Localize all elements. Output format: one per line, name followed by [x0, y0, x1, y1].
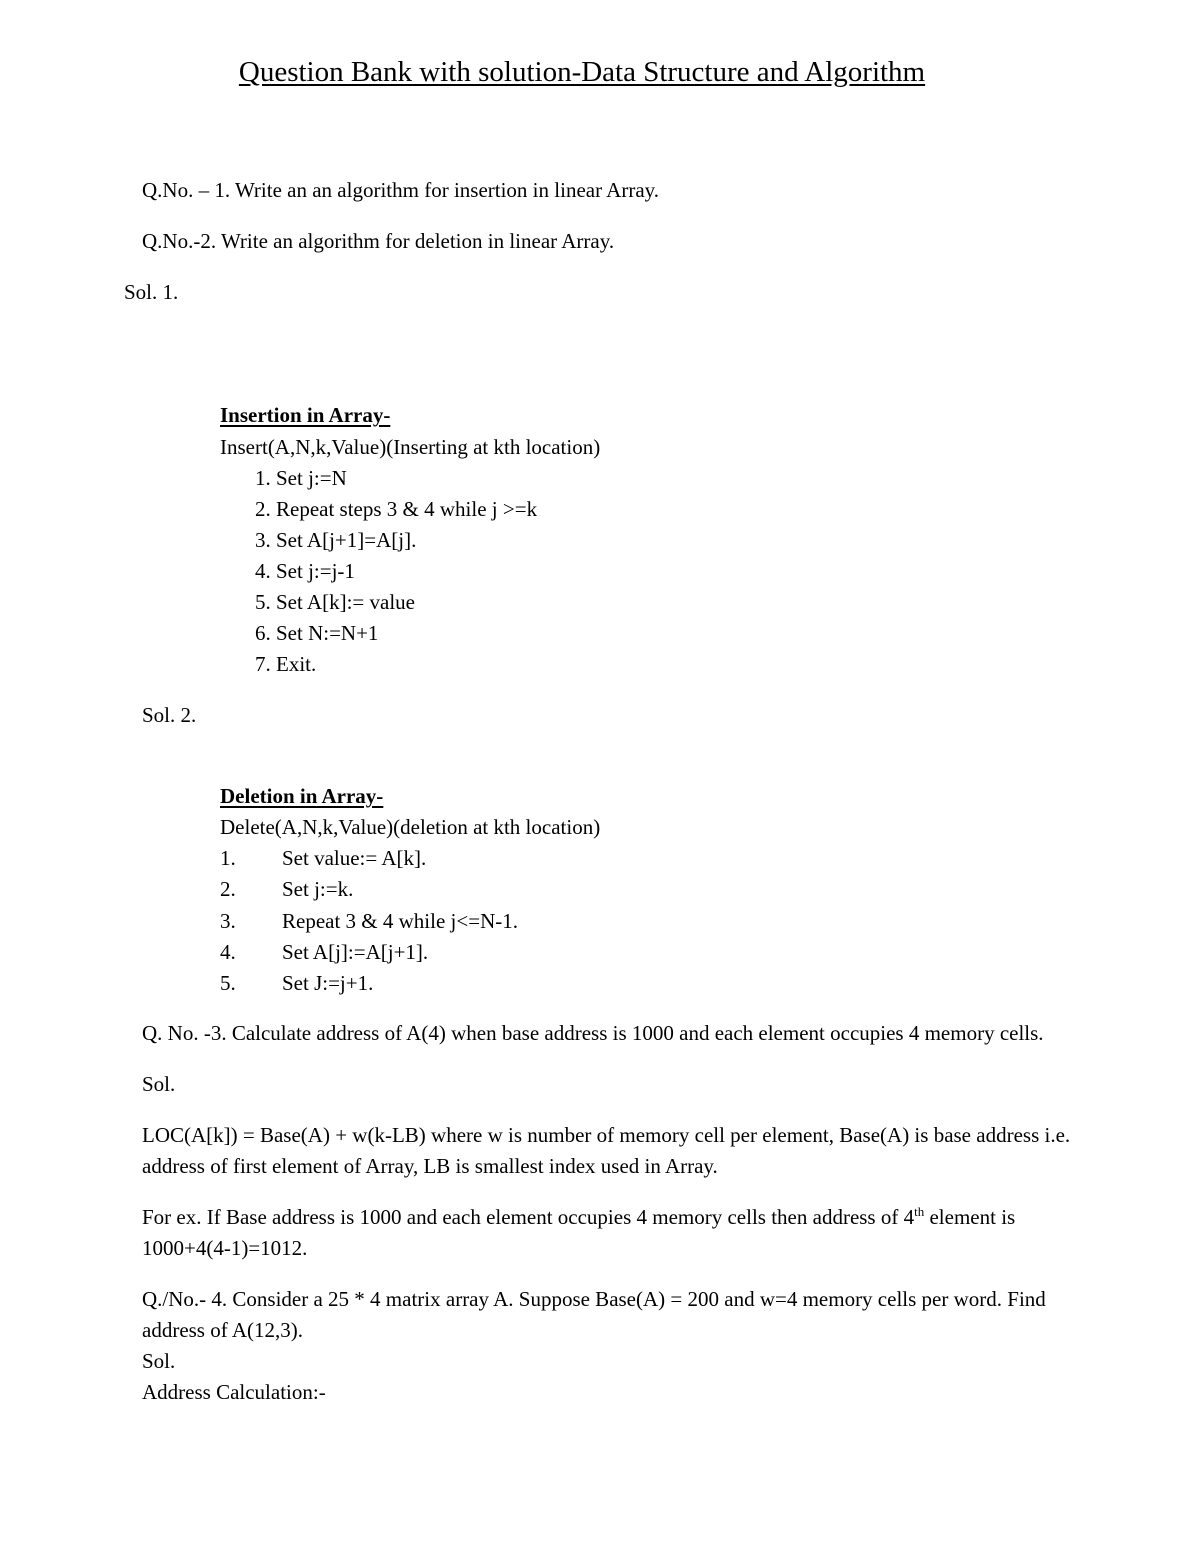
step-number: 6.	[255, 621, 271, 645]
deletion-signature: Delete(A,N,k,Value)(deletion at kth location)	[220, 815, 601, 839]
step-text: Exit.	[276, 652, 317, 676]
list-item	[255, 592, 415, 613]
ordinal-superscript: th	[914, 1204, 925, 1219]
list-item	[255, 468, 347, 489]
step-number: 4.	[220, 940, 236, 964]
step-text: Set J:=j+1.	[282, 971, 374, 995]
deletion-heading: Deletion in Array-	[220, 784, 384, 808]
step-text: Set value:= A[k].	[282, 846, 427, 870]
step-text: Set A[j+1]=A[j].	[276, 528, 417, 552]
page-title: Question Bank with solution-Data Structure and Algorithm	[238, 56, 926, 88]
list-item	[255, 623, 378, 644]
example-line-1	[142, 1204, 1016, 1229]
step-text: Set j:=k.	[282, 877, 354, 901]
step-text: Set N:=N+1	[276, 621, 379, 645]
step-number: 5.	[220, 971, 236, 995]
question-2: Q.No.-2. Write an algorithm for deletion in linear Array.	[142, 229, 615, 253]
question-1: Q.No. – 1. Write an an algorithm for insertion in linear Array.	[142, 178, 660, 202]
example-text: For ex. If Base address is 1000 and each element occupies 4 memory cells then address of 4	[142, 1205, 915, 1229]
step-text: Set j:=j-1	[276, 559, 355, 583]
step-text: Repeat steps 3 & 4 while j >=k	[276, 497, 538, 521]
list-item	[255, 530, 416, 551]
step-number: 5.	[255, 590, 271, 614]
question-4-line-2: address of A(12,3).	[142, 1318, 303, 1342]
step-text: Set A[k]:= value	[276, 590, 415, 614]
step-text: Set j:=N	[276, 466, 347, 490]
step-number: 3.	[255, 528, 271, 552]
step-number: 2.	[255, 497, 271, 521]
address-formula-line-2: address of first element of Array, LB is smallest index used in Array.	[142, 1154, 718, 1178]
solution-1-label: Sol. 1.	[124, 280, 179, 304]
list-item	[255, 561, 355, 582]
step-number: 7.	[255, 652, 271, 676]
solution-3-label: Sol.	[142, 1072, 176, 1096]
step-number: 3.	[220, 909, 236, 933]
solution-4-label: Sol.	[142, 1349, 176, 1373]
solution-2-label: Sol. 2.	[142, 703, 197, 727]
question-4-line-1: Q./No.- 4. Consider a 25 * 4 matrix array A. Suppose Base(A) = 200 and w=4 memory cells per word. Find	[142, 1287, 1046, 1311]
step-number: 1.	[255, 466, 271, 490]
list-item	[255, 654, 316, 675]
step-text: Repeat 3 & 4 while j<=N-1.	[282, 909, 518, 933]
example-text-end: element is	[924, 1205, 1016, 1229]
insertion-signature: Insert(A,N,k,Value)(Inserting at kth location)	[220, 435, 601, 459]
step-number: 1.	[220, 846, 236, 870]
question-3: Q. No. -3. Calculate address of A(4) when base address is 1000 and each element occupies 4 memory cells.	[142, 1021, 1044, 1045]
address-formula-line-1: LOC(A[k]) = Base(A) + w(k-LB) where w is number of memory cell per element, Base(A) is base address i.e.	[142, 1123, 1071, 1147]
step-number: 2.	[220, 877, 236, 901]
step-number: 4.	[255, 559, 271, 583]
address-calculation-label: Address Calculation:-	[142, 1380, 326, 1404]
example-line-2: 1000+4(4-1)=1012.	[142, 1236, 308, 1260]
step-text: Set A[j]:=A[j+1].	[282, 940, 429, 964]
list-item	[255, 499, 537, 520]
insertion-heading: Insertion in Array-	[220, 403, 391, 427]
